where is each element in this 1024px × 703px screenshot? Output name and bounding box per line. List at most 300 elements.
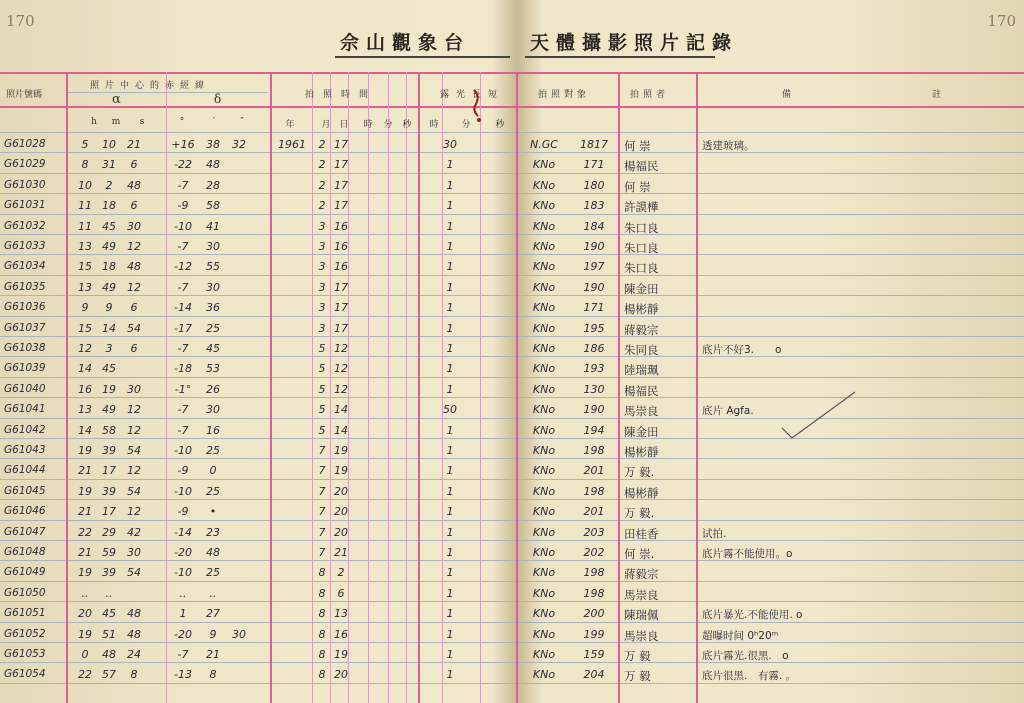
cell-observer: 田桂香 (624, 526, 659, 541)
cell-month: 7 (318, 546, 326, 559)
cell-obj: KNo (532, 199, 556, 213)
cell-dd: -14 (174, 301, 192, 315)
cell-exp-m: 1 (446, 505, 454, 519)
cell-obj: KNo (532, 423, 556, 437)
cell-ah: 0 (81, 648, 89, 661)
cell-obj: KNo (532, 260, 556, 274)
cell-obj: N.GC (530, 138, 558, 151)
row-rule (0, 397, 1024, 398)
title-underline-left (335, 56, 510, 58)
cell-obj: KNo (532, 505, 556, 519)
cell-obj: KNo (532, 484, 556, 498)
cell-as: 12 (127, 240, 141, 253)
cell-remark: 试拍. (702, 527, 727, 540)
cell-year: 1961 (278, 138, 306, 151)
cell-day: 16 (334, 240, 348, 253)
cell-ds: 30 (232, 627, 246, 641)
cell-as: 8 (130, 668, 138, 682)
row-rule (0, 254, 1024, 255)
cell-exp-m: 1 (446, 444, 454, 457)
cell-dm: 9 (209, 627, 217, 641)
cell-as: 12 (127, 280, 141, 294)
header-date-time: 拍照時間 (305, 90, 378, 100)
row-rule (0, 193, 1024, 194)
cell-exp-m: 1 (446, 199, 454, 213)
cell-am: 10 (102, 138, 116, 151)
cell-am: 57 (102, 668, 116, 682)
page-number-right: 170 (987, 12, 1016, 30)
row-rule (0, 234, 1024, 235)
cell-am: 58 (102, 423, 116, 437)
cell-as: 6 (130, 342, 138, 355)
column-rule (368, 72, 369, 703)
cell-dm: 30 (206, 280, 220, 294)
cell-ah: 15 (78, 321, 92, 335)
cell-ah: 19 (78, 444, 92, 457)
cell-observer: 朱同良 (624, 343, 659, 357)
row-rule (0, 458, 1024, 459)
cell-day: 13 (334, 607, 348, 621)
cell-as: 54 (127, 566, 141, 580)
cell-num: 197 (583, 260, 605, 274)
cell-ah: 13 (78, 240, 92, 253)
cell-exp-m: 1 (446, 219, 454, 233)
cell-ah: 20 (78, 607, 92, 621)
cell-am: .. (105, 586, 113, 600)
cell-month: 2 (318, 178, 326, 192)
cell-day: 20 (334, 525, 348, 539)
cell-observer: 楊彬靜 (624, 485, 659, 500)
column-rule (480, 72, 481, 703)
cell-remark: 底片霧光.很黑. o (702, 650, 789, 662)
cell-day: 16 (334, 627, 348, 641)
cell-ah: 13 (78, 403, 92, 417)
column-rule (618, 72, 620, 703)
cell-dm: 25 (206, 484, 220, 498)
cell-month: 5 (318, 342, 326, 355)
cell-obj: KNo (532, 301, 556, 315)
unit-exp-second: 秒 (495, 120, 505, 130)
cell-day: 12 (334, 382, 348, 396)
cell-month: 7 (318, 444, 326, 457)
cell-ah: 10 (78, 178, 92, 192)
header-rule (0, 106, 1024, 108)
cell-num: 200 (583, 607, 605, 621)
cell-dm: 26 (206, 382, 220, 396)
cell-num: 186 (583, 342, 605, 355)
cell-remark: 底片很黑. 有霧. 。 (702, 670, 797, 683)
cell-obj: KNo (532, 444, 556, 457)
cell-exp-m: 1 (446, 342, 454, 355)
cell-ah: 11 (78, 199, 92, 213)
cell-exp-m: 1 (446, 546, 454, 559)
unit-alpha-h: h (91, 117, 97, 127)
cell-obj: KNo (532, 546, 556, 559)
cell-num: 193 (583, 362, 605, 376)
cell-obj: KNo (532, 219, 556, 233)
coord-subrule (68, 92, 268, 93)
cell-num: 202 (583, 546, 605, 559)
cell-exp-m: 1 (446, 668, 454, 682)
cell-day: 16 (334, 219, 348, 233)
cell-ah: 19 (78, 566, 92, 580)
cell-am: 45 (102, 362, 116, 376)
row-rule (0, 132, 1024, 133)
cell-num: 203 (583, 525, 605, 539)
cell-id: G61040 (4, 382, 46, 395)
cell-day: 20 (334, 668, 348, 682)
cell-id: G61039 (4, 362, 46, 375)
cell-obj: KNo (532, 566, 556, 580)
row-rule (0, 173, 1024, 174)
cell-dm: 30 (206, 403, 220, 417)
cell-dd: -7 (177, 178, 189, 192)
cell-dd: -10 (174, 219, 192, 233)
column-rule (696, 72, 698, 703)
cell-dd: -10 (174, 444, 192, 457)
cell-num: 198 (583, 586, 605, 600)
cell-dd: -9 (177, 505, 189, 519)
row-rule (0, 479, 1024, 480)
cell-dd: -7 (177, 423, 189, 437)
cell-dm: 48 (206, 546, 220, 559)
cell-id: G61036 (4, 301, 46, 314)
cell-dd: -7 (177, 403, 189, 417)
cell-am: 9 (105, 301, 113, 315)
cell-as: 48 (127, 607, 141, 621)
cell-day: 16 (334, 260, 348, 274)
cell-ah: 5 (81, 138, 89, 151)
cell-observer: 楊彬靜 (624, 302, 659, 317)
cell-obj: KNo (532, 403, 556, 417)
cell-day: 17 (334, 158, 348, 172)
cell-id: G61041 (4, 403, 46, 416)
cell-dd: -7 (177, 280, 189, 294)
cell-day: 17 (334, 301, 348, 315)
row-rule (0, 275, 1024, 276)
cell-exp-m: 1 (446, 484, 454, 498)
cell-as: 42 (127, 525, 141, 539)
cell-exp-m: 1 (446, 382, 454, 396)
cell-month: 8 (318, 668, 326, 682)
cell-as: 12 (127, 423, 141, 437)
cell-dm: 8 (209, 668, 217, 682)
cell-ah: 21 (78, 505, 92, 519)
cell-num: 190 (583, 240, 605, 253)
cell-day: 6 (337, 586, 345, 600)
cell-dm: 0 (209, 464, 217, 478)
cell-am: 48 (102, 648, 116, 661)
cell-num: 204 (583, 668, 605, 682)
cell-ah: 19 (78, 484, 92, 498)
cell-id: G61043 (4, 444, 46, 456)
cell-exp-m: 1 (446, 362, 454, 376)
cell-ah: 8 (81, 158, 89, 172)
cell-dd: -9 (177, 199, 189, 213)
cell-id: G61042 (4, 423, 46, 436)
cell-id: G61044 (4, 464, 46, 477)
cell-day: 12 (334, 342, 348, 355)
cell-ds: 32 (232, 138, 246, 151)
cell-as: 6 (130, 301, 138, 315)
cell-day: 17 (334, 321, 348, 335)
cell-month: 5 (318, 382, 326, 396)
row-rule (0, 601, 1024, 602)
cell-obj: KNo (532, 525, 556, 539)
cell-observer: 馬崇良 (624, 628, 659, 643)
cell-dd: -17 (174, 321, 192, 335)
cell-month: 3 (318, 280, 326, 294)
cell-observer: 何 崇. (624, 547, 655, 561)
cell-id: G61030 (4, 178, 46, 191)
cell-exp-m: 30 (443, 138, 457, 151)
cell-num: 194 (583, 423, 605, 437)
cell-obj: KNo (532, 464, 556, 478)
cell-id: G61031 (4, 199, 46, 212)
cell-dd: 1 (179, 607, 187, 621)
cell-obj: KNo (532, 362, 556, 376)
column-rule (270, 72, 272, 703)
cell-as: 6 (130, 199, 138, 213)
header-observer: 拍照者 (630, 90, 670, 100)
cell-am: 19 (102, 382, 116, 396)
cell-observer: 陳金田 (624, 281, 659, 296)
unit-hour: 時 (363, 120, 373, 130)
cell-month: 8 (318, 607, 326, 621)
cell-as: 54 (127, 444, 141, 457)
cell-dm: 30 (206, 240, 220, 253)
cell-remark: 底片暴光.不能使用. o (702, 609, 803, 622)
cell-ah: 13 (78, 280, 92, 294)
column-rule (516, 72, 518, 703)
cell-dd: -22 (174, 158, 192, 172)
cell-ah: 22 (78, 668, 92, 682)
cell-dd: .. (179, 586, 187, 600)
cell-dd: -9 (177, 464, 189, 478)
unit-delta-deg: ° (179, 117, 185, 127)
column-rule (166, 72, 167, 703)
cell-am: 31 (102, 158, 116, 172)
cell-dd: -12 (174, 260, 192, 274)
row-rule (0, 520, 1024, 521)
cell-as: 24 (127, 648, 141, 661)
cell-obj: KNo (532, 586, 556, 600)
cell-day: 17 (334, 138, 348, 151)
cell-id: G61032 (4, 219, 46, 232)
cell-ah: 14 (78, 362, 92, 376)
cell-exp-m: 1 (446, 648, 454, 661)
cell-observer: 陳金田 (624, 424, 659, 439)
cell-month: 3 (318, 260, 326, 274)
unit-alpha-m: m (111, 117, 121, 127)
cell-month: 7 (318, 525, 326, 539)
cell-as: 54 (127, 484, 141, 498)
cell-am: 17 (102, 505, 116, 519)
cell-am: 39 (102, 566, 116, 580)
title-underline-right (525, 56, 715, 58)
cell-observer: 蔣毅宗 (624, 322, 659, 337)
cell-id: G61053 (4, 648, 46, 660)
cell-exp-m: 1 (446, 260, 454, 274)
cell-am: 18 (102, 260, 116, 274)
unit-alpha-s: s (139, 117, 145, 127)
cell-ah: 15 (78, 260, 92, 274)
cell-month: 5 (318, 403, 326, 417)
cell-as: 21 (127, 138, 141, 151)
cell-obj: KNo (532, 342, 556, 355)
cell-dm: .. (209, 586, 217, 600)
cell-observer: 陸瑞珮 (624, 363, 659, 378)
cell-observer: 朱口良 (624, 241, 659, 255)
column-rule (66, 72, 68, 703)
cell-as: 48 (127, 178, 141, 192)
cell-exp-m: 1 (446, 423, 454, 437)
cell-observer: 楊彬靜 (624, 445, 659, 459)
cell-dd: -20 (174, 627, 192, 641)
cell-num: 159 (583, 648, 605, 661)
cell-month: 8 (318, 586, 326, 600)
cell-observer: 許謨樺 (624, 200, 659, 215)
row-rule (0, 316, 1024, 317)
cell-am: 49 (102, 240, 116, 253)
cell-am: 51 (102, 627, 116, 641)
cell-ah: 19 (78, 627, 92, 641)
cell-as: 12 (127, 505, 141, 519)
page-number-left: 170 (6, 12, 35, 30)
cell-id: G61054 (4, 668, 46, 681)
cell-obj: KNo (532, 158, 556, 172)
cell-exp-m: 1 (446, 178, 454, 192)
header-object: 拍照對象 (538, 90, 591, 100)
cell-exp-m: 1 (446, 464, 454, 478)
cell-num: 190 (583, 403, 605, 417)
cell-month: 2 (318, 158, 326, 172)
cell-am: 18 (102, 199, 116, 213)
cell-exp-m: 50 (443, 403, 457, 417)
cell-day: 14 (334, 403, 348, 417)
cell-id: G61051 (4, 607, 46, 620)
cell-dm: 38 (206, 138, 220, 151)
cell-dd: -7 (177, 648, 189, 661)
header-plate-id: 照片號碼 (6, 90, 43, 100)
cell-day: 17 (334, 178, 348, 192)
cell-as: 30 (127, 382, 141, 396)
cell-obj: KNo (532, 280, 556, 294)
cell-day: 19 (334, 444, 348, 457)
unit-year: 年 (285, 120, 295, 130)
cell-day: 12 (334, 362, 348, 376)
cell-id: G61047 (4, 525, 46, 538)
cell-dd: -14 (174, 525, 192, 539)
red-ink-mark-icon (470, 86, 486, 124)
column-rule (312, 72, 313, 703)
cell-ah: 11 (78, 219, 92, 233)
cell-num: 171 (583, 158, 605, 172)
cell-obj: KNo (532, 648, 556, 661)
cell-observer: 何 崇 (624, 139, 651, 153)
cell-month: 7 (318, 484, 326, 498)
cell-day: 20 (334, 484, 348, 498)
cell-ah: .. (81, 586, 89, 600)
cell-num: 180 (583, 178, 605, 192)
cell-observer: 万 毅. (624, 506, 655, 521)
cell-dm: 45 (206, 342, 220, 355)
row-rule (0, 499, 1024, 500)
cell-num: 183 (583, 199, 605, 213)
cell-dd: -13 (174, 668, 192, 682)
cell-num: 199 (583, 627, 605, 641)
cell-observer: 馬崇良 (624, 404, 659, 419)
cell-dm: 58 (206, 199, 220, 213)
header-exposure: 露光長短 (440, 90, 505, 100)
cell-day: 21 (334, 546, 348, 559)
unit-second: 秒 (402, 120, 412, 130)
page-title-right: 天體攝影照片記錄 (530, 32, 739, 54)
cell-dm: 55 (206, 260, 220, 274)
cell-num: 195 (583, 321, 605, 335)
cell-observer: 馬崇良 (624, 587, 659, 602)
cell-num: 201 (583, 505, 605, 519)
cell-dm: 25 (206, 444, 220, 457)
cell-remark: 透建玻璃。 (702, 140, 755, 152)
cell-obj: KNo (532, 668, 556, 682)
cell-month: 2 (318, 138, 326, 151)
cell-obj: KNo (532, 382, 556, 396)
cell-as: 6 (130, 158, 138, 172)
cell-day: 17 (334, 199, 348, 213)
cell-am: 17 (102, 464, 116, 478)
cell-observer: 蔣毅宗 (624, 567, 659, 582)
cell-month: 8 (318, 566, 326, 580)
cell-month: 7 (318, 464, 326, 478)
cell-id: G61034 (4, 260, 46, 273)
cell-exp-m: 1 (446, 586, 454, 600)
cell-remark: 底片不好3. o (702, 344, 782, 356)
cell-dm: 27 (206, 607, 220, 621)
cell-day: 14 (334, 423, 348, 437)
cell-obj: KNo (532, 321, 556, 335)
cell-obj: KNo (532, 240, 556, 253)
cell-day: 20 (334, 505, 348, 519)
cell-am: 49 (102, 403, 116, 417)
cell-remark: 超曝时间 0ʰ20ᵐ (702, 629, 779, 642)
cell-observer: 朱口良 (624, 261, 659, 276)
cell-id: G61046 (4, 505, 46, 518)
cell-am: 29 (102, 525, 116, 539)
cell-month: 3 (318, 301, 326, 315)
cell-id: G61050 (4, 586, 46, 599)
unit-exp-hour: 時 (429, 120, 439, 130)
cell-am: 14 (102, 321, 116, 335)
cell-id: G61048 (4, 546, 46, 558)
cell-num: 190 (583, 280, 605, 294)
cell-am: 39 (102, 444, 116, 457)
cell-dm: • (209, 505, 217, 519)
row-rule (0, 295, 1024, 296)
cell-id: G61049 (4, 566, 46, 579)
cell-ah: 21 (78, 546, 92, 559)
cell-as: 12 (127, 464, 141, 478)
cell-month: 8 (318, 627, 326, 641)
cell-ah: 22 (78, 525, 92, 539)
cell-as: 54 (127, 321, 141, 335)
cell-day: 17 (334, 280, 348, 294)
cell-observer: 陳瑞佩 (624, 608, 659, 623)
cell-as: 12 (127, 403, 141, 417)
cell-exp-m: 1 (446, 525, 454, 539)
cell-as: 30 (127, 219, 141, 233)
cell-obj: KNo (532, 607, 556, 621)
